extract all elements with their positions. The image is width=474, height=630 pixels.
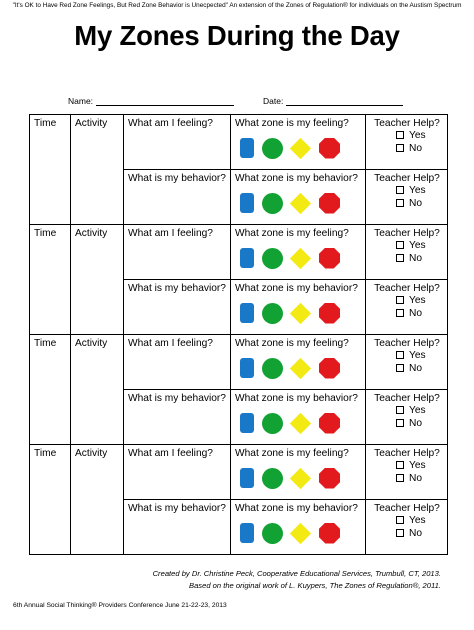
teacher-help-cell <box>366 335 448 390</box>
blue-square-icon[interactable] <box>240 248 254 268</box>
credit-line-2: Based on the original work of L. Kuypers, The Zones of Regulation®, 2011. <box>189 581 441 590</box>
teacher-help-label: Teacher Help? <box>374 448 440 459</box>
time-label: Time <box>34 338 57 349</box>
name-field <box>68 96 234 106</box>
yellow-diamond-icon[interactable] <box>290 192 311 213</box>
checkbox-icon[interactable] <box>396 419 404 427</box>
checkbox-icon[interactable] <box>396 186 404 194</box>
blue-square-icon[interactable] <box>240 413 254 433</box>
zone-choices <box>235 522 362 544</box>
zone-behavior-question: What zone is my behavior? <box>235 173 358 184</box>
no-option[interactable]: No <box>370 472 444 485</box>
green-circle-icon[interactable] <box>262 413 283 434</box>
checkbox-icon[interactable] <box>396 474 404 482</box>
blue-square-icon[interactable] <box>240 303 254 323</box>
green-circle-icon[interactable] <box>262 138 283 159</box>
teacher-help-cell <box>366 225 448 280</box>
no-option[interactable]: No <box>370 362 444 375</box>
zone-choices <box>235 357 362 379</box>
no-option[interactable]: No <box>370 252 444 265</box>
yes-option[interactable]: Yes <box>370 239 444 252</box>
yes-option[interactable]: Yes <box>370 459 444 472</box>
red-octagon-icon[interactable] <box>319 248 340 269</box>
checkbox-icon[interactable] <box>396 309 404 317</box>
activity-cell[interactable] <box>71 335 124 445</box>
footer-conference: 6th Annual Social Thinking® Providers Conference June 21-22-23, 2013 <box>13 602 227 609</box>
zones-table <box>29 114 448 555</box>
zone-feeling-question: What zone is my feeling? <box>235 118 349 129</box>
teacher-help-cell <box>366 445 448 500</box>
zone-feeling-question: What zone is my feeling? <box>235 338 349 349</box>
no-option[interactable]: No <box>370 197 444 210</box>
teacher-help-cell <box>366 280 448 335</box>
checkbox-icon[interactable] <box>396 406 404 414</box>
feeling-question: What am I feeling? <box>128 448 213 459</box>
yellow-diamond-icon[interactable] <box>290 467 311 488</box>
feeling-cell[interactable] <box>124 225 231 280</box>
name-label: Name: <box>68 96 94 106</box>
green-circle-icon[interactable] <box>262 358 283 379</box>
zone-feeling-question: What zone is my feeling? <box>235 228 349 239</box>
yellow-diamond-icon[interactable] <box>290 412 311 433</box>
teacher-help-label: Teacher Help? <box>374 283 440 294</box>
feeling-cell[interactable] <box>124 115 231 170</box>
green-circle-icon[interactable] <box>262 523 283 544</box>
blue-square-icon[interactable] <box>240 523 254 543</box>
blue-square-icon[interactable] <box>240 358 254 378</box>
time-cell[interactable] <box>30 445 71 555</box>
checkbox-icon[interactable] <box>396 144 404 152</box>
time-cell[interactable] <box>30 335 71 445</box>
zone-behavior-cell <box>231 390 366 445</box>
no-option[interactable]: No <box>370 417 444 430</box>
red-octagon-icon[interactable] <box>319 358 340 379</box>
teacher-help-label: Teacher Help? <box>374 338 440 349</box>
yellow-diamond-icon[interactable] <box>290 137 311 158</box>
yes-option[interactable]: Yes <box>370 514 444 527</box>
blue-square-icon[interactable] <box>240 468 254 488</box>
zone-behavior-cell <box>231 170 366 225</box>
teacher-help-label: Teacher Help? <box>374 173 440 184</box>
name-line[interactable] <box>96 96 234 106</box>
zone-choices <box>235 302 362 324</box>
yellow-diamond-icon[interactable] <box>290 302 311 323</box>
checkbox-icon[interactable] <box>396 364 404 372</box>
time-cell[interactable] <box>30 225 71 335</box>
zone-behavior-cell <box>231 280 366 335</box>
yes-option[interactable]: Yes <box>370 404 444 417</box>
checkbox-icon[interactable] <box>396 241 404 249</box>
time-label: Time <box>34 228 57 239</box>
feeling-cell[interactable] <box>124 445 231 500</box>
behavior-cell[interactable] <box>124 390 231 445</box>
activity-label: Activity <box>75 228 108 239</box>
yes-option[interactable]: Yes <box>370 294 444 307</box>
teacher-help-cell <box>366 390 448 445</box>
green-circle-icon[interactable] <box>262 248 283 269</box>
behavior-cell[interactable] <box>124 170 231 225</box>
green-circle-icon[interactable] <box>262 193 283 214</box>
time-label: Time <box>34 118 57 129</box>
checkbox-icon[interactable] <box>396 461 404 469</box>
feeling-question: What am I feeling? <box>128 338 213 349</box>
zone-behavior-question: What zone is my behavior? <box>235 393 358 404</box>
table-row <box>30 335 448 390</box>
page-title: My Zones During the Day <box>74 20 400 51</box>
teacher-help-cell <box>366 500 448 555</box>
zone-behavior-question: What zone is my behavior? <box>235 503 358 514</box>
activity-cell[interactable] <box>71 115 124 225</box>
zone-choices <box>235 412 362 434</box>
yellow-diamond-icon[interactable] <box>290 357 311 378</box>
behavior-question: What is my behavior? <box>128 173 226 184</box>
yes-option[interactable]: Yes <box>370 129 444 142</box>
zone-feeling-cell <box>231 445 366 500</box>
yes-option[interactable]: Yes <box>370 349 444 362</box>
zone-behavior-question: What zone is my behavior? <box>235 283 358 294</box>
activity-label: Activity <box>75 338 108 349</box>
behavior-question: What is my behavior? <box>128 503 226 514</box>
table-row <box>30 225 448 280</box>
teacher-help-cell <box>366 170 448 225</box>
checkbox-icon[interactable] <box>396 254 404 262</box>
time-label: Time <box>34 448 57 459</box>
red-octagon-icon[interactable] <box>319 138 340 159</box>
checkbox-icon[interactable] <box>396 351 404 359</box>
teacher-help-label: Teacher Help? <box>374 393 440 404</box>
red-octagon-icon[interactable] <box>319 468 340 489</box>
behavior-question: What is my behavior? <box>128 393 226 404</box>
zone-feeling-cell <box>231 115 366 170</box>
checkbox-icon[interactable] <box>396 199 404 207</box>
table-row <box>30 115 448 170</box>
teacher-help-label: Teacher Help? <box>374 118 440 129</box>
yellow-diamond-icon[interactable] <box>290 247 311 268</box>
checkbox-icon[interactable] <box>396 131 404 139</box>
red-octagon-icon[interactable] <box>319 523 340 544</box>
date-label: Date: <box>263 96 284 106</box>
feeling-question: What am I feeling? <box>128 228 213 239</box>
zone-feeling-question: What zone is my feeling? <box>235 448 349 459</box>
activity-label: Activity <box>75 448 108 459</box>
behavior-cell[interactable] <box>124 280 231 335</box>
zone-feeling-cell <box>231 225 366 280</box>
date-field <box>263 96 403 106</box>
behavior-cell[interactable] <box>124 500 231 555</box>
checkbox-icon[interactable] <box>396 529 404 537</box>
checkbox-icon[interactable] <box>396 516 404 524</box>
blue-square-icon[interactable] <box>240 138 254 158</box>
date-line[interactable] <box>286 96 403 106</box>
yes-option[interactable]: Yes <box>370 184 444 197</box>
blue-square-icon[interactable] <box>240 193 254 213</box>
red-octagon-icon[interactable] <box>319 193 340 214</box>
behavior-question: What is my behavior? <box>128 283 226 294</box>
no-option[interactable]: No <box>370 527 444 540</box>
zone-choices <box>235 192 362 214</box>
teacher-help-cell <box>366 115 448 170</box>
feeling-cell[interactable] <box>124 335 231 390</box>
zone-choices <box>235 247 362 269</box>
zone-choices <box>235 467 362 489</box>
zone-choices <box>235 137 362 159</box>
checkbox-icon[interactable] <box>396 296 404 304</box>
teacher-help-label: Teacher Help? <box>374 503 440 514</box>
feeling-question: What am I feeling? <box>128 118 213 129</box>
no-option[interactable]: No <box>370 307 444 320</box>
green-circle-icon[interactable] <box>262 468 283 489</box>
zone-behavior-cell <box>231 500 366 555</box>
red-octagon-icon[interactable] <box>319 413 340 434</box>
activity-cell[interactable] <box>71 225 124 335</box>
yellow-diamond-icon[interactable] <box>290 522 311 543</box>
green-circle-icon[interactable] <box>262 303 283 324</box>
activity-cell[interactable] <box>71 445 124 555</box>
teacher-help-label: Teacher Help? <box>374 228 440 239</box>
zone-feeling-cell <box>231 335 366 390</box>
table-row <box>30 445 448 500</box>
header-subtitle: "It's OK to Have Red Zone Feelings, But Red Zone Behavior is Unecpected" An extension of the Zones of Regulation® for individuals on the Austism Spectrum <box>12 2 462 9</box>
no-option[interactable]: No <box>370 142 444 155</box>
red-octagon-icon[interactable] <box>319 303 340 324</box>
credit-line-1: Created by Dr. Christine Peck, Cooperative Educational Services, Trumbull, CT, 2013. <box>152 569 441 578</box>
activity-label: Activity <box>75 118 108 129</box>
time-cell[interactable] <box>30 115 71 225</box>
